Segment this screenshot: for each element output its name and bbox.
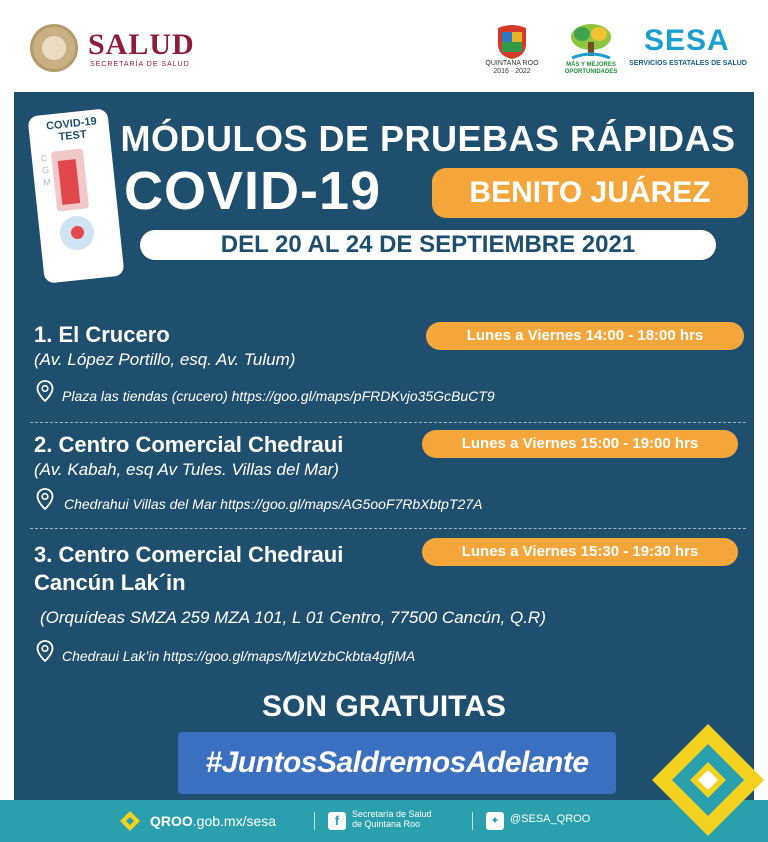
location-2-address: (Av. Kabah, esq Av Tules. Villas del Mar) (34, 460, 339, 479)
tree-logo-caption: MÁS Y MEJORES OPORTUNIDADES (564, 62, 618, 75)
salud-seal-logo (30, 24, 78, 72)
free-tests-heading: SON GRATUITAS (262, 690, 506, 723)
facebook-name-line-2: de Quintana Roo (352, 819, 421, 829)
test-card-letters: C G M (40, 152, 52, 188)
footer-twitter-link[interactable]: @SESA_QROO (510, 813, 591, 825)
sesa-logo-text: SESA (644, 24, 730, 57)
quintana-roo-label (482, 60, 542, 76)
location-2-schedule: Lunes a Viernes 15:00 - 19:00 hrs (422, 430, 738, 458)
salud-logo-text: SALUD (88, 28, 195, 61)
location-3-map-link[interactable]: Chedraui Lak’in https://goo.gl/maps/MjzWzbCkbta4gfjMA (62, 648, 416, 664)
sesa-logo-subtitle: SERVICIOS ESTATALES DE SALUD (629, 60, 747, 67)
map-pin-icon (36, 380, 54, 402)
test-card-dot (71, 226, 84, 239)
footer-website-rest: .gob.mx/sesa (192, 813, 277, 829)
city-badge: BENITO JUÁREZ (432, 168, 748, 218)
twitter-icon: ✦ (486, 812, 504, 830)
location-1-schedule: Lunes a Viernes 14:00 - 18:00 hrs (426, 322, 744, 350)
facebook-icon: f (328, 812, 346, 830)
date-range-banner: DEL 20 AL 24 DE SEPTIEMBRE 2021 (140, 230, 716, 260)
location-2-name: 2. Centro Comercial Chedraui (34, 432, 344, 457)
footer-separator (472, 812, 473, 830)
location-3-address: (Orquídeas SMZA 259 MZA 101, L 01 Centro, 77500 Cancún, Q.R) (40, 608, 546, 627)
title-line-1: MÓDULOS DE PRUEBAS RÁPIDAS (120, 118, 736, 159)
location-1-name: 1. El Crucero (34, 322, 170, 347)
location-1-address: (Av. López Portillo, esq. Av. Tulum) (34, 350, 296, 369)
divider (30, 528, 746, 529)
right-margin (754, 92, 768, 800)
test-card-label: COVID-19 TEST (45, 115, 98, 144)
location-2-map-link[interactable]: Chedrahui Villas del Mar https://goo.gl/maps/AG5ooF7RbXbtpT27A (64, 496, 483, 512)
divider (30, 422, 746, 423)
qroo-logo-icon (118, 810, 142, 832)
corner-decoration (648, 718, 768, 842)
quintana-roo-name: QUINTANA ROO (485, 60, 539, 67)
quintana-roo-shield-logo (494, 22, 530, 60)
tree-logo (568, 22, 614, 60)
footer-separator (314, 812, 315, 830)
map-pin-icon (36, 488, 54, 510)
quintana-roo-years: 2016 · 2022 (493, 68, 531, 75)
location-3-schedule: Lunes a Viernes 15:30 - 19:30 hrs (422, 538, 738, 566)
footer-website-bold: QROO (150, 813, 193, 829)
salud-logo-subtitle: SECRETARÍA DE SALUD (90, 61, 190, 68)
map-pin-icon (36, 640, 54, 662)
footer-website-link[interactable] (150, 813, 276, 829)
facebook-name-line-1: Secretaría de Salud (352, 809, 432, 819)
hashtag-banner: #JuntosSaldremosAdelante (178, 732, 616, 794)
location-3-name-line-2: Cancún Lak´in (34, 570, 186, 595)
location-3-name: 3. Centro Comercial Chedraui (34, 542, 344, 567)
title-line-2: COVID-19 (124, 161, 382, 221)
location-1-map-link[interactable]: Plaza las tiendas (crucero) https://goo.gl/maps/pFRDKvjo35GcBuCT9 (62, 388, 495, 404)
footer-facebook-link[interactable] (352, 809, 432, 829)
